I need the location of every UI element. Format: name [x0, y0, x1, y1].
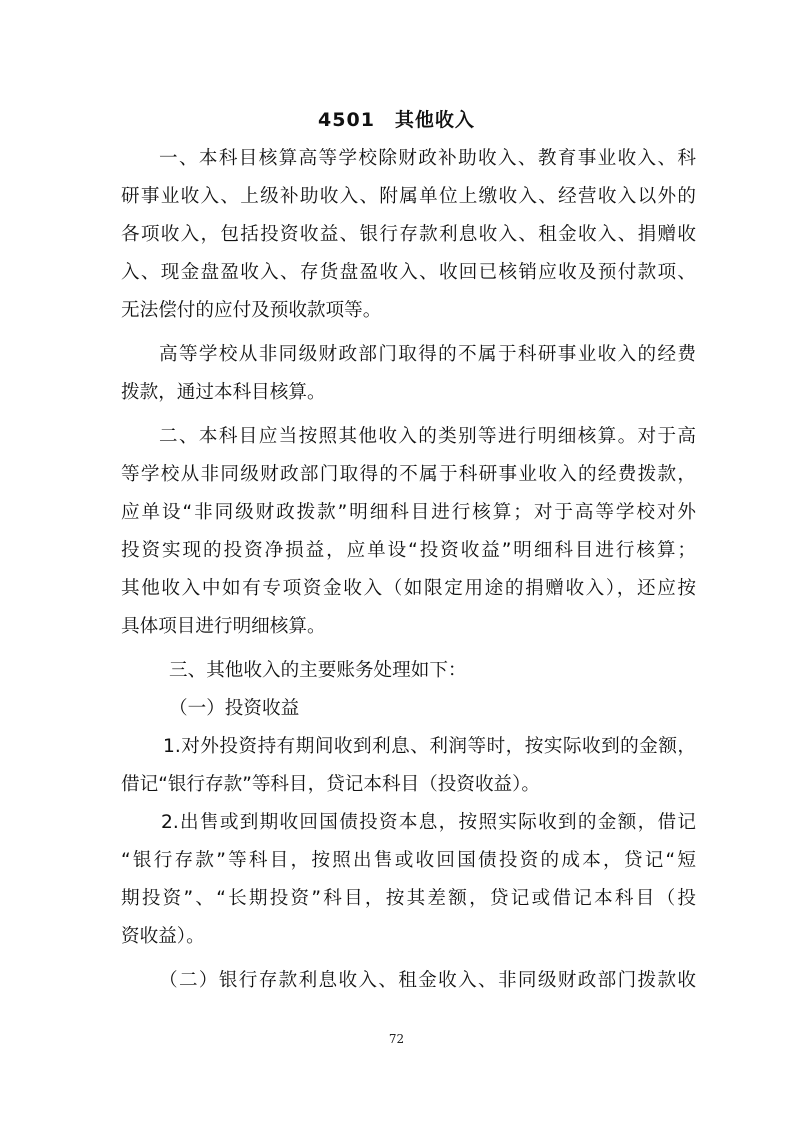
text-line: 2.出售或到期收回国债投资本息，按照实际收到的金额，借记 — [161, 812, 696, 833]
text-line: 资收益）。 — [121, 926, 205, 947]
text-line: 投资实现的投资净损益，应单设“投资收益”明细科目进行核算； — [121, 540, 696, 561]
text-line: 应单设“非同级财政拨款”明细科目进行核算；对于高等学校对外 — [121, 502, 696, 523]
text-line: “银行存款”等科目，按照出售或收回国债投资的成本，贷记“短 — [121, 850, 696, 871]
text-line: 具体项目进行明细核算。 — [121, 616, 326, 637]
text-line: 一、本科目核算高等学校除财政补助收入、教育事业收入、科 — [159, 148, 696, 169]
text-line: 研事业收入、上级补助收入、附属单位上缴收入、经营收入以外的 — [121, 186, 696, 207]
body-text — [121, 140, 696, 1000]
text-line: 借记“银行存款”等科目，贷记本科目（投资收益）。 — [121, 774, 541, 795]
text-line: （一）投资收益 — [169, 698, 300, 719]
text-line: 1.对外投资持有期间收到利息、利润等时，按实际收到的金额， — [163, 736, 696, 757]
text-line: 等学校从非同级财政部门取得的不属于科研事业收入的经费拨款， — [121, 464, 696, 485]
text-line: 其他收入中如有专项资金收入（如限定用途的捐赠收入），还应按 — [121, 578, 696, 599]
text-line: 无法偿付的应付及预收款项等。 — [121, 300, 382, 321]
text-line: 各项收入，包括投资收益、银行存款利息收入、租金收入、捐赠收 — [121, 224, 696, 245]
page-number: 72 — [388, 1032, 405, 1046]
section-title: 4501 其他收入 — [318, 109, 475, 131]
text-line: 三、其他收入的主要账务处理如下： — [169, 660, 467, 681]
text-line: 拨款，通过本科目核算。 — [121, 382, 326, 403]
text-line: 高等学校从非同级财政部门取得的不属于科研事业收入的经费 — [159, 344, 696, 365]
text-line: 二、本科目应当按照其他收入的类别等进行明细核算。对于高 — [159, 426, 696, 447]
text-line: 期投资”、“长期投资”科目，按其差额，贷记或借记本科目（投 — [121, 888, 696, 909]
text-line: （二）银行存款利息收入、租金收入、非同级财政部门拨款收 — [159, 970, 696, 991]
text-line: 入、现金盘盈收入、存货盘盈收入、收回已核销应收及预付款项、 — [121, 262, 696, 283]
